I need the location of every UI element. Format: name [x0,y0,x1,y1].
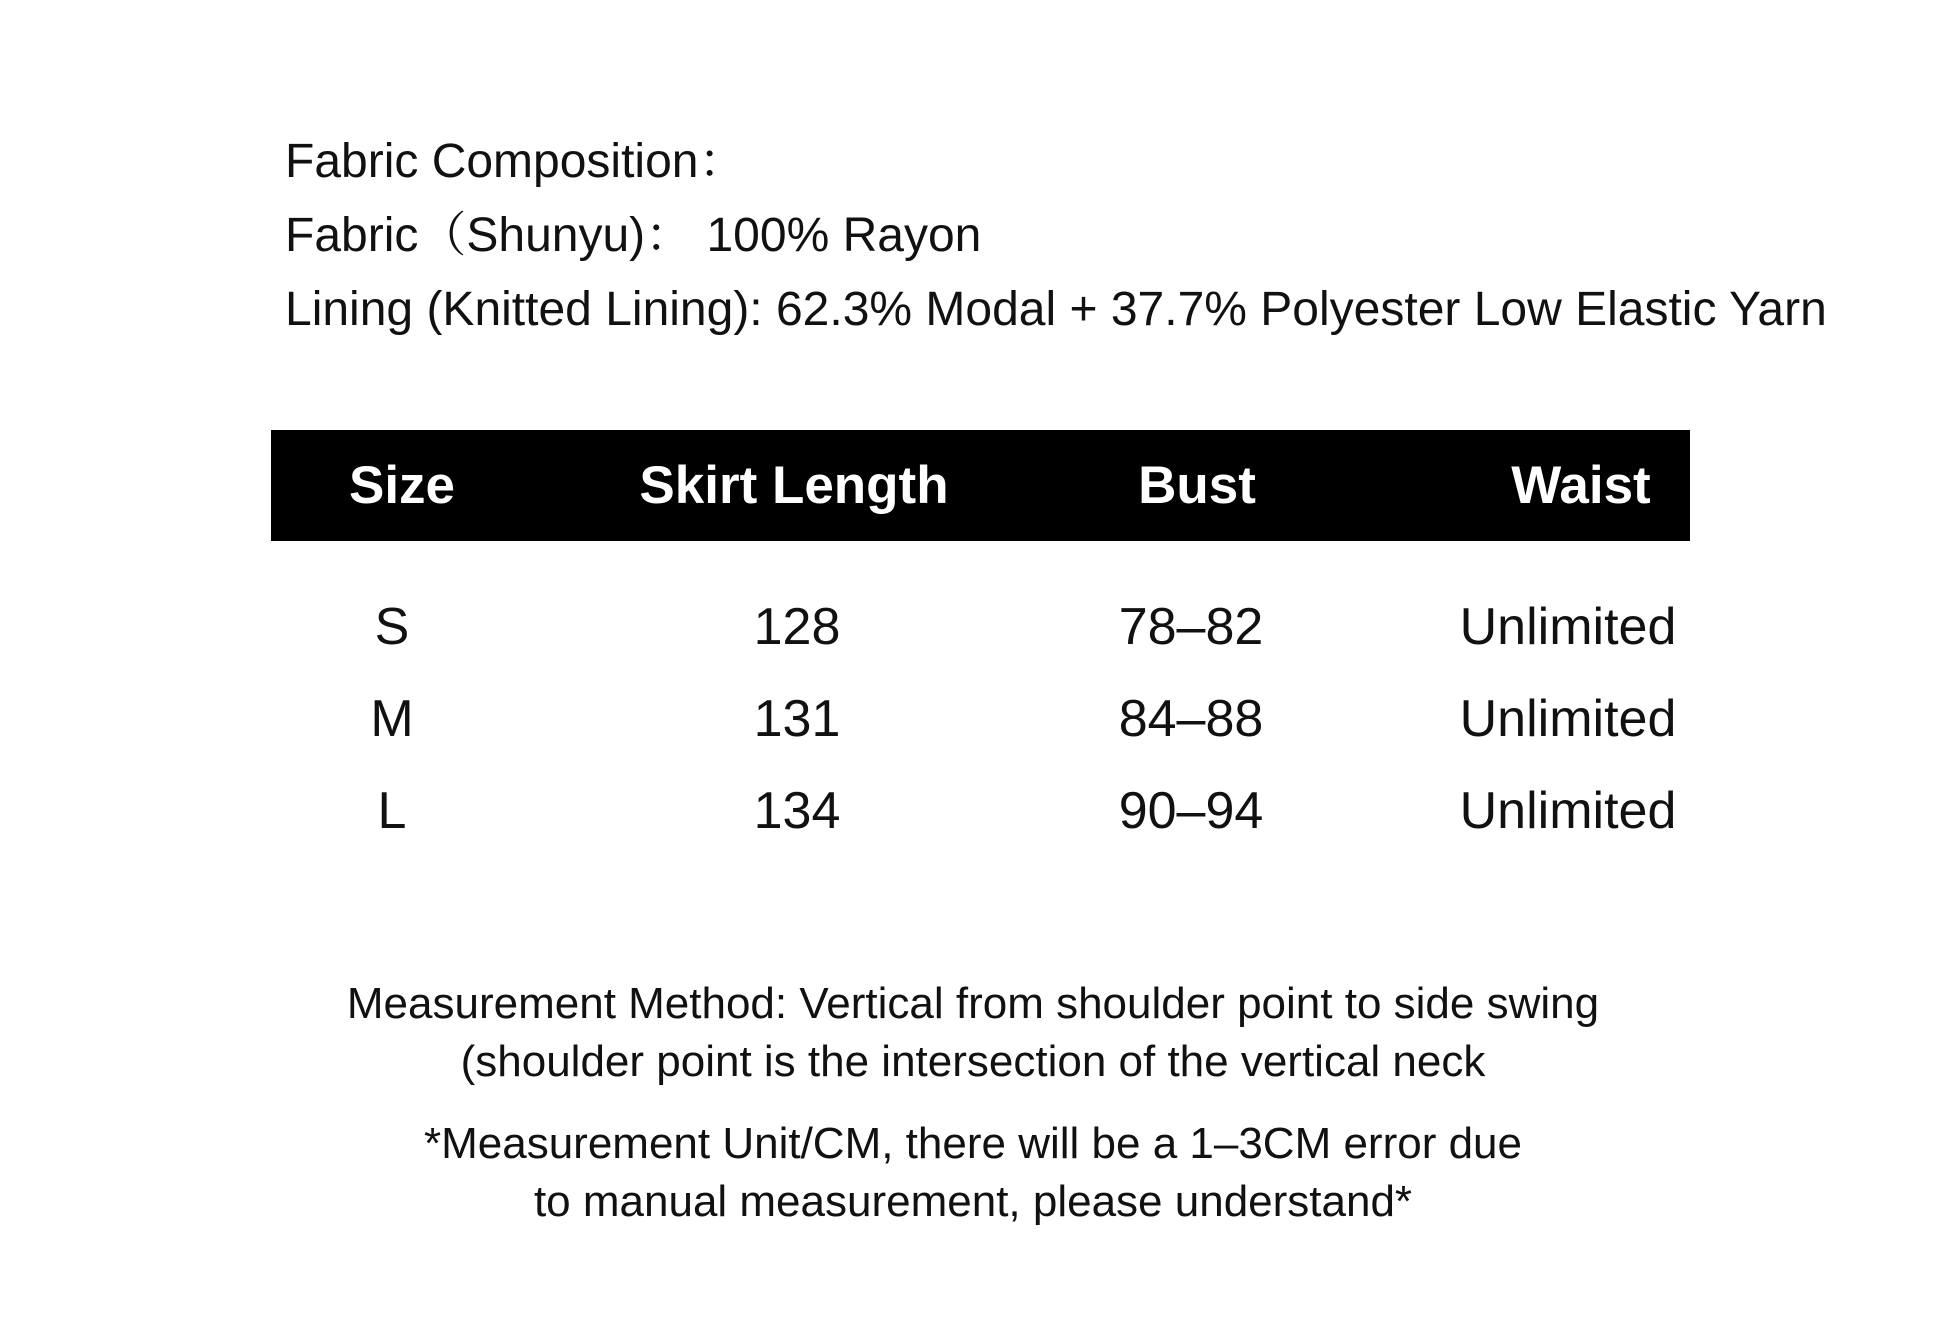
table-row [0,781,1946,861]
header-size: Size [348,456,456,515]
header-bust: Bust [1138,456,1256,515]
table-row [0,689,1946,769]
bust-cell: 84–88 [1118,690,1264,748]
measurement-method-line2: (shoulder point is the intersection of the vertical neck [460,1037,1486,1086]
skirt-length-cell: 128 [753,598,841,656]
table-row [0,597,1946,677]
skirt-length-cell: 134 [753,782,841,840]
bust-cell: 90–94 [1118,782,1264,840]
waist-cell: Unlimited [1459,598,1677,656]
lining-line: Lining (Knitted Lining): 62.3% Modal + 37.7% Polyester Low Elastic Yarn [285,283,1827,336]
skirt-length-cell: 131 [753,690,841,748]
header-waist: Waist [1511,456,1651,515]
measurement-method-line1: Measurement Method: Vertical from shoulder point to side swing [346,979,1600,1028]
size-cell: M [370,690,414,748]
measurement-method [0,975,1946,1091]
size-cell: S [374,598,410,656]
header-skirt-length: Skirt Length [639,456,949,515]
bust-cell: 78–82 [1118,598,1264,656]
size-table-header [271,430,1690,541]
measurement-unit-line2: to manual measurement, please understand* [533,1177,1413,1226]
waist-cell: Unlimited [1459,690,1677,748]
measurement-unit-line1: *Measurement Unit/CM, there will be a 1–3CM error due [423,1119,1522,1168]
fabric-composition [285,125,1827,347]
fabric-line: Fabric（Shunyu)： 100% Rayon [285,209,982,262]
size-cell: L [377,782,407,840]
waist-cell: Unlimited [1459,782,1677,840]
fabric-heading: Fabric Composition： [285,135,747,188]
measurement-unit-note [0,1115,1946,1231]
